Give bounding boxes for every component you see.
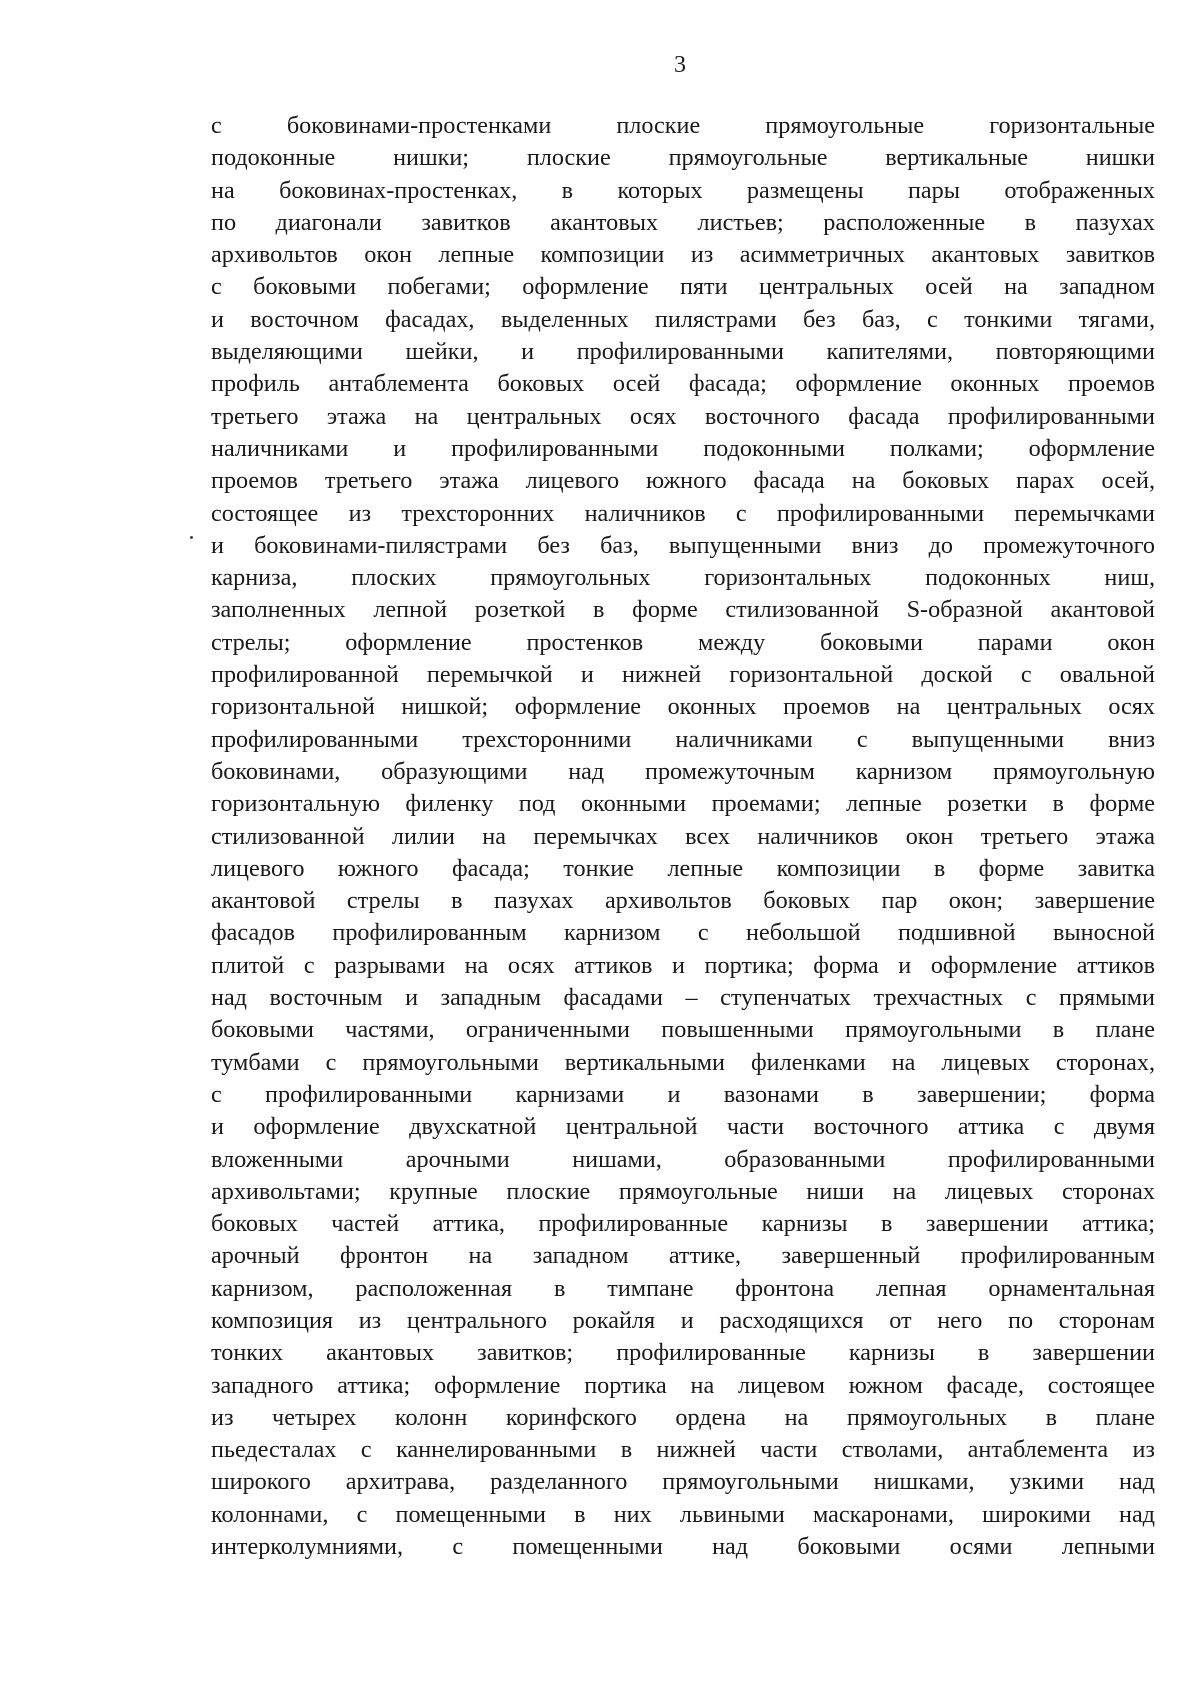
text-line: пьедесталах с каннелированными в нижней части стволами, антаблемента из — [211, 1436, 1155, 1464]
text-line: профилированными трехсторонними наличниками с выпущенными вниз — [211, 725, 1155, 753]
text-line: вложенными арочными нишами, образованными профилированными — [211, 1145, 1155, 1173]
text-line: плитой с разрывами на осях аттиков и портика; форма и оформление аттиков — [211, 951, 1155, 979]
text-line: на боковинах-простенках, в которых размещены пары отображенных — [211, 176, 1155, 204]
text-line: стрелы; оформление простенков между боковыми парами окон — [211, 628, 1155, 656]
text-line: интерколумниями, с помещенными над боковыми осями лепными — [211, 1533, 1155, 1561]
text-line: композиция из центрального рокайля и расходящихся от него по сторонам — [211, 1306, 1155, 1334]
text-line: состоящее из трехсторонних наличников с профилированными перемычками — [211, 499, 1155, 527]
body-text — [211, 110, 1155, 1563]
text-line: архивольтами; крупные плоские прямоугольные ниши на лицевых сторонах — [211, 1177, 1155, 1205]
text-line: горизонтальную филенку под оконными проемами; лепные розетки в форме — [211, 790, 1155, 818]
text-line: подоконные нишки; плоские прямоугольные вертикальные нишки — [211, 144, 1155, 172]
text-line: и оформление двухскатной центральной части восточного аттика с двумя — [211, 1113, 1155, 1141]
text-line: профиль антаблемента боковых осей фасада; оформление оконных проемов — [211, 370, 1155, 398]
text-line: акантовой стрелы в пазухах архивольтов боковых пар окон; завершение — [211, 887, 1155, 915]
text-line: с профилированными карнизами и вазонами в завершении; форма — [211, 1080, 1155, 1108]
text-line: по диагонали завитков акантовых листьев; расположенные в пазухах — [211, 208, 1155, 236]
text-line: западного аттика; оформление портика на лицевом южном фасаде, состоящее — [211, 1371, 1155, 1399]
text-line: карнизом, расположенная в тимпане фронтона лепная орнаментальная — [211, 1274, 1155, 1302]
text-line: лицевого южного фасада; тонкие лепные композиции в форме завитка — [211, 854, 1155, 882]
text-line: заполненных лепной розеткой в форме стилизованной S-образной акантовой — [211, 596, 1155, 624]
text-line: широкого архитрава, разделанного прямоугольными нишками, узкими над — [211, 1468, 1155, 1496]
scan-speck — [190, 536, 193, 539]
text-line: над восточным и западным фасадами – ступенчатых трехчастных с прямыми — [211, 984, 1155, 1012]
text-line: тумбами с прямоугольными вертикальными филенками на лицевых сторонах, — [211, 1048, 1155, 1076]
text-line: третьего этажа на центральных осях восточного фасада профилированными — [211, 402, 1155, 430]
text-line: с боковинами-простенками плоские прямоугольные горизонтальные — [211, 112, 1155, 139]
text-line: архивольтов окон лепные композиции из асимметричных акантовых завитков — [211, 241, 1155, 269]
text-line: тонких акантовых завитков; профилированные карнизы в завершении — [211, 1339, 1155, 1367]
text-line: профилированной перемычкой и нижней горизонтальной доской с овальной — [211, 661, 1155, 689]
text-line: с боковыми побегами; оформление пяти центральных осей на западном — [211, 273, 1155, 301]
page-number: 3 — [674, 52, 686, 78]
text-line: горизонтальной нишкой; оформление оконных проемов на центральных осях — [211, 693, 1155, 721]
text-line: и восточном фасадах, выделенных пилястрами без баз, с тонкими тягами, — [211, 305, 1155, 333]
text-line: боковыми частями, ограниченными повышенными прямоугольными в плане — [211, 1016, 1155, 1044]
text-line: выделяющими шейки, и профилированными капителями, повторяющими — [211, 338, 1155, 366]
text-line: из четырех колонн коринфского ордена на прямоугольных в плане — [211, 1403, 1155, 1431]
text-line: арочный фронтон на западном аттике, завершенный профилированным — [211, 1242, 1155, 1270]
text-line: проемов третьего этажа лицевого южного фасада на боковых парах осей, — [211, 467, 1155, 495]
text-line: стилизованной лилии на перемычках всех наличников окон третьего этажа — [211, 822, 1155, 850]
text-line: фасадов профилированным карнизом с небольшой подшивной выносной — [211, 919, 1155, 947]
text-line: боковых частей аттика, профилированные карнизы в завершении аттика; — [211, 1210, 1155, 1238]
text-line: колоннами, с помещенными в них львиными маскаронами, широкими над — [211, 1500, 1155, 1528]
text-line: и боковинами-пилястрами без баз, выпущенными вниз до промежуточного — [211, 531, 1155, 559]
text-line: наличниками и профилированными подоконными полками; оформление — [211, 434, 1155, 462]
text-line: карниза, плоских прямоугольных горизонтальных подоконных ниш, — [211, 564, 1155, 592]
text-line: боковинами, образующими над промежуточным карнизом прямоугольную — [211, 757, 1155, 785]
